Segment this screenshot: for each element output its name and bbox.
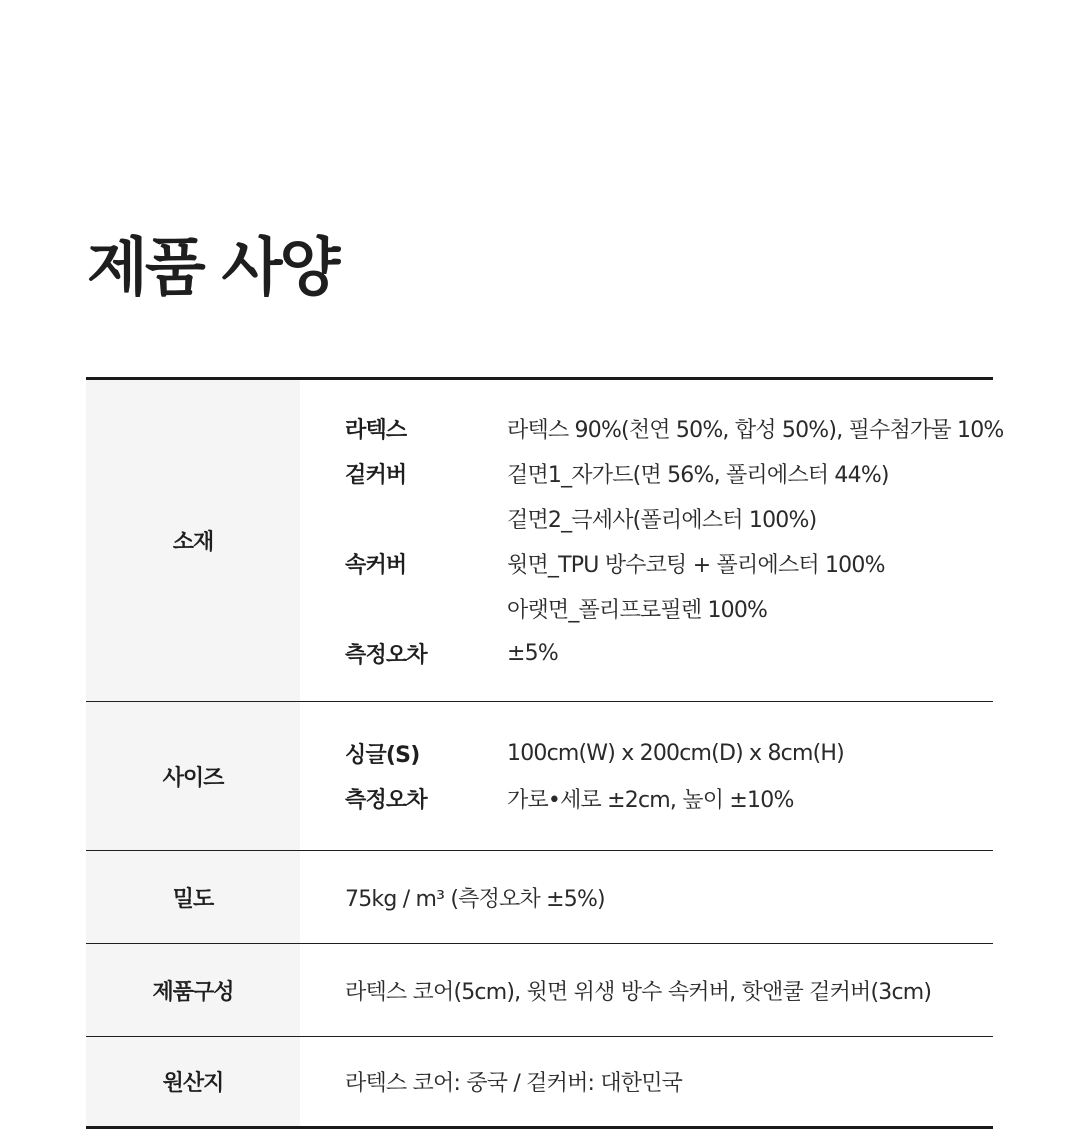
row-label-material: 소재 [86,380,300,701]
page-title: 제품 사양 [87,231,338,304]
row-label-components: 제품구성 [86,944,300,1036]
item-value: 아랫면_폴리프로필렌 100% [507,597,768,623]
item-label: 라텍스 [345,417,407,443]
spec-row-components [86,943,993,1036]
spec-row-material [86,380,1004,701]
spec-table [86,377,1004,1129]
spec-row-density [86,850,993,943]
item-value: 겉면2_극세사(폴리에스터 100%) [507,507,817,533]
spec-line [345,776,993,821]
spec-line [345,586,1004,631]
item-label: 측정오차 [345,788,427,813]
row-content-density [300,851,993,943]
spec-line [345,631,1004,676]
item-value: 100cm(W) x 200cm(D) x 8cm(H) [507,741,844,766]
row-content-components [300,944,993,1036]
item-value: 윗면_TPU 방수코팅 + 폴리에스터 100% [507,552,885,578]
item-value: ±5% [507,640,558,666]
item-label: 겉커버 [345,462,407,488]
row-content-size [300,702,993,850]
spec-line [345,451,1004,496]
row-label-density: 밀도 [86,851,300,943]
spec-line [345,731,993,776]
density-value: 75kg / m³ (측정오차 ±5%) [345,886,605,912]
spec-row-size [86,701,993,850]
row-label-size: 사이즈 [86,702,300,850]
item-label: 측정오차 [345,642,427,668]
spec-line [345,541,1004,586]
item-value: 라텍스 90%(천연 50%, 합성 50%), 필수첨가물 10% [507,417,1004,443]
origin-value: 라텍스 코어: 중국 / 겉커버: 대한민국 [345,1071,683,1096]
components-value: 라텍스 코어(5cm), 윗면 위생 방수 속커버, 핫앤쿨 겉커버(3cm) [345,979,932,1005]
row-label-origin: 원산지 [86,1037,300,1126]
row-content-origin [300,1037,993,1126]
spec-row-origin [86,1036,993,1126]
item-value: 가로•세로 ±2cm, 높이 ±10% [507,788,794,813]
item-value: 겉면1_자가드(면 56%, 폴리에스터 44%) [507,462,889,488]
item-label: 속커버 [345,552,407,578]
row-content-material [300,380,1004,701]
spec-line [345,406,1004,451]
item-label: 싱글(S) [345,743,420,768]
spec-line [345,496,1004,541]
